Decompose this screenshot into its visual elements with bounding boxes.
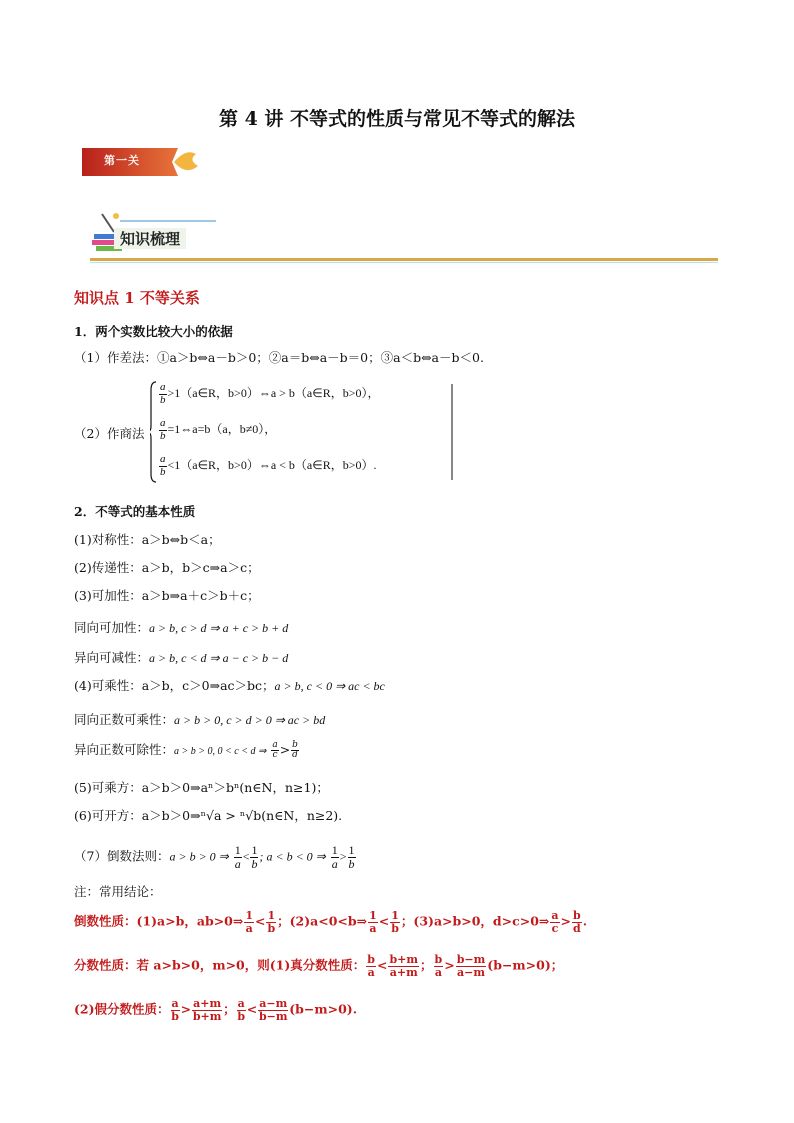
pos-mult-math: a > b > 0, c > d > 0 ⇒ ac > bd: [174, 713, 326, 727]
frac-den: a: [245, 921, 253, 935]
header-accent-line: [120, 220, 216, 222]
case-row-2: [158, 418, 276, 442]
frac-num: a: [237, 997, 245, 1010]
frac-den: b: [251, 856, 258, 871]
case-row-3: [158, 454, 376, 478]
frac-den: b: [160, 465, 166, 478]
case-2-text: =1⇔a=b（a，b≠0），: [167, 421, 277, 436]
prop-reciprocal: [74, 844, 357, 870]
frac-den: b: [160, 393, 166, 406]
frac-den: b: [171, 1009, 179, 1023]
frac-num: b: [573, 909, 581, 922]
frac-den: c: [551, 921, 559, 935]
same-add-label: 同向可加性：: [74, 620, 150, 635]
frac-den: a: [331, 856, 338, 871]
opp-sub-math: a > b, c < d ⇒ a − c > b − d: [149, 651, 289, 665]
frac-num: a: [171, 997, 179, 1010]
rp-part-3: ；(3)a>b>0，d>c>0⇒: [400, 913, 550, 929]
lt-sign: <: [242, 849, 250, 864]
ifp-end: (b−m>0).: [289, 1001, 358, 1017]
frac-den: d: [292, 750, 298, 760]
prop-transitive: (2)传递性：a＞b，b＞c⇒a＞c；: [74, 560, 260, 575]
prop-pos-div: [74, 740, 300, 760]
fp-end: (b−m>0)；: [487, 957, 564, 973]
lt-sign: <: [255, 913, 266, 929]
reciprocal-label: （7）倒数法则：: [74, 848, 170, 864]
frac-num: b: [367, 953, 375, 966]
frac-den: b: [160, 429, 166, 442]
gt-sign: >: [180, 1001, 192, 1017]
frac-den: a−m: [457, 965, 485, 979]
case-1-text: >1（a∈R，b>0）⇔a > b（a∈R，b>0），: [167, 385, 380, 400]
lt-sign: <: [376, 957, 388, 973]
same-add-math: a > b, c > d ⇒ a + c > b + d: [149, 621, 289, 635]
rp-part-2: ；(2)a<0<b⇒: [277, 913, 368, 929]
pos-mult-label: 同向正数可乘性：: [74, 712, 175, 727]
frac-num: 1: [369, 909, 377, 922]
frac-num: b−m: [456, 953, 486, 966]
quotient-cases: [150, 380, 455, 484]
frac-den: b: [348, 856, 355, 871]
gt-sign: >: [339, 849, 347, 864]
fraction-property: [74, 954, 563, 978]
case-row-1: [158, 382, 379, 406]
frac-den: a: [369, 921, 377, 935]
frac-den: b+m: [192, 1009, 222, 1023]
frac-den: a+m: [389, 965, 418, 979]
knowledge-point-heading: 知识点 1 不等关系: [74, 289, 200, 307]
prop-same-add: [74, 618, 288, 636]
frac-num: 1: [234, 843, 241, 857]
prop-symmetry: (1)对称性：a＞b⇔b＜a；: [74, 532, 221, 547]
prop-multiply: [74, 676, 385, 694]
frac-num: b: [292, 739, 298, 750]
divider: [90, 258, 718, 261]
multiply-math: a > b, c < 0 ⇒ ac < bc: [274, 679, 385, 693]
prop-pos-mult: [74, 710, 325, 728]
frac-num: a: [160, 453, 166, 465]
quotient-label: （2）作商法: [74, 426, 145, 441]
ifp-sep: ；: [223, 1001, 236, 1017]
frac-den: a: [367, 965, 375, 979]
frac-den: b: [391, 921, 399, 935]
rp-part-1: (1)a>b，ab>0⇒: [136, 913, 244, 929]
frac-den: c: [272, 750, 278, 760]
frac-num: a: [160, 417, 166, 429]
gt-sign: >: [560, 913, 572, 929]
heading-properties: 2．不等式的基本性质: [74, 504, 196, 519]
multiply-text: (4)可乘性：a＞b，c＞0⇒ac＞bc；: [74, 678, 275, 693]
heading-compare: 1．两个实数比较大小的依据: [74, 324, 233, 339]
banner-ribbon-icon: [82, 146, 202, 178]
frac-num: a: [272, 739, 278, 750]
improper-fraction-property: [74, 998, 357, 1022]
rp-end: .: [582, 913, 588, 929]
reciprocal-property: [74, 910, 587, 934]
frac-den: a: [434, 965, 442, 979]
gt-sign: >: [444, 957, 455, 973]
difference-method: （1）作差法：①a＞b⇔a－b＞0；②a＝b⇔a－b＝0；③a＜b⇔a－b＜0.: [74, 350, 484, 365]
frac-den: a: [234, 856, 241, 871]
reciprocal-math-2: ; a < b < 0 ⇒: [259, 849, 326, 864]
fp-text: 若 a>b>0，m>0，则(1)真分数性质：: [136, 957, 366, 973]
level-banner: [82, 146, 202, 178]
reciprocal-math-1: a > b > 0 ⇒: [169, 849, 229, 864]
gt-sign: >: [279, 742, 291, 757]
frac-num: 1: [267, 909, 276, 922]
frac-den: b−m: [258, 1009, 288, 1023]
fp-sep: ；: [420, 957, 433, 973]
frac-num: 1: [245, 909, 253, 922]
frac-num: 1: [348, 843, 355, 857]
pos-div-math: a > b > 0, 0 < c < d ⇒: [174, 746, 267, 757]
frac-num: 1: [331, 843, 338, 857]
frac-num: a+m: [193, 997, 222, 1010]
note: 注：常用结论：: [74, 884, 162, 899]
frac-num: 1: [391, 909, 399, 922]
case-3-text: <1（a∈R，b>0）⇔a < b（a∈R，b>0）.: [167, 457, 377, 472]
reciprocal-property-label: 倒数性质：: [74, 913, 137, 929]
frac-num: a−m: [259, 997, 288, 1010]
prop-power: (5)可乘方：a＞b＞0⇒aⁿ＞bⁿ(n∈N，n≥1)；: [74, 780, 329, 795]
opp-sub-label: 异向可减性：: [74, 650, 150, 665]
prop-root: (6)可开方：a＞b＞0⇒ⁿ√a > ⁿ√b(n∈N，n≥2).: [74, 808, 343, 823]
section-label: 知识梳理: [114, 228, 186, 249]
banner-label: 第一关: [104, 154, 140, 167]
frac-den: b: [267, 921, 276, 935]
frac-num: 1: [251, 843, 258, 857]
lt-sign: <: [378, 913, 390, 929]
frac-num: a: [551, 909, 559, 922]
prop-opp-sub: [74, 648, 288, 666]
frac-num: b: [434, 953, 443, 966]
divider-thin: [90, 262, 718, 263]
fraction-property-label: 分数性质：: [74, 957, 137, 973]
ifp-label: (2)假分数性质：: [74, 1001, 170, 1017]
lt-sign: <: [246, 1001, 258, 1017]
section-header: [90, 208, 720, 264]
frac-den: b: [237, 1009, 246, 1023]
frac-den: d: [573, 921, 581, 935]
prop-additive: (3)可加性：a＞b⇒a＋c＞b＋c；: [74, 588, 260, 603]
page-title: 第 4 讲 不等式的性质与常见不等式的解法: [218, 108, 576, 130]
frac-num: b+m: [389, 953, 419, 966]
pos-div-label: 异向正数可除性：: [74, 742, 175, 757]
frac-num: a: [160, 381, 166, 393]
